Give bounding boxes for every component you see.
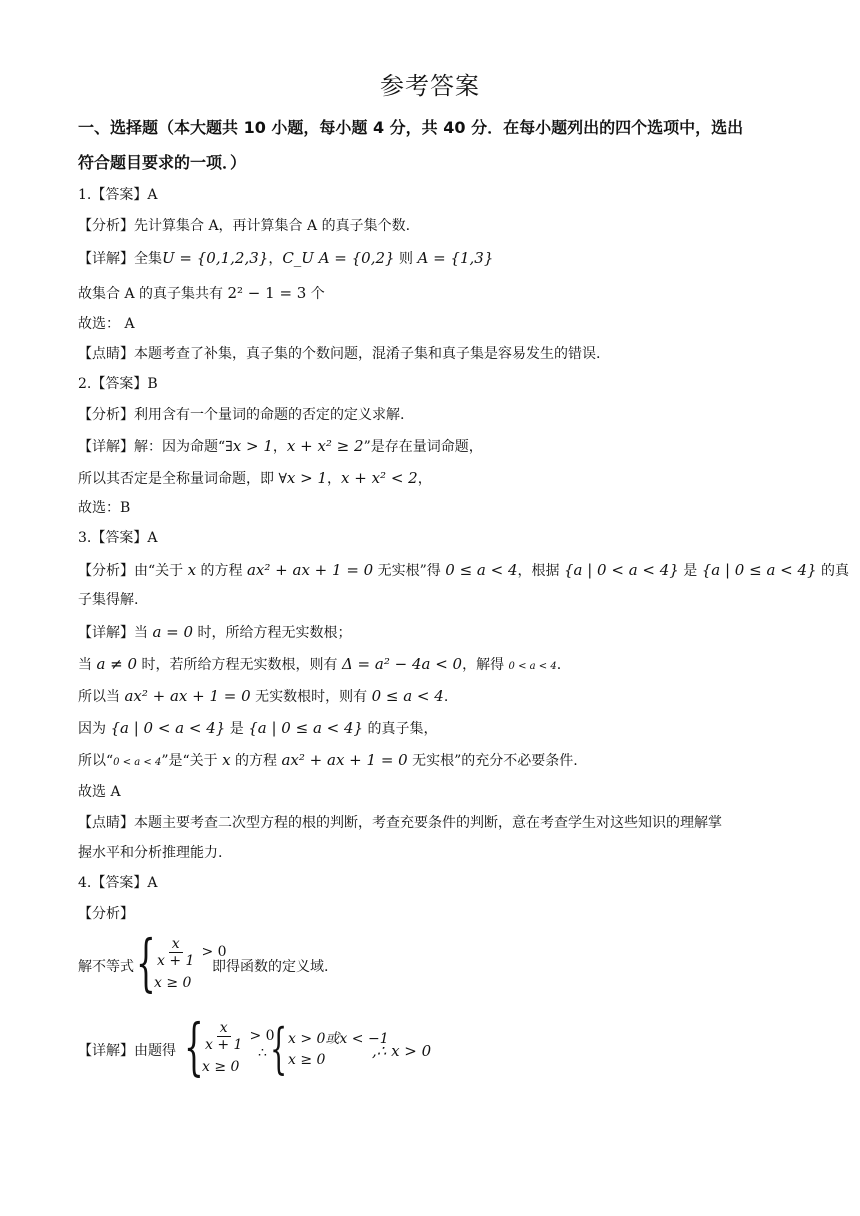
q3-d2-prefix: 当 xyxy=(78,657,97,673)
q1-choose: 故选： A xyxy=(78,316,135,332)
q2-detail-suffix: ”是存在量词命题， xyxy=(363,439,483,455)
q3-d5-mid2: 的方程 xyxy=(230,753,282,769)
q1-universal-set: U = {0,1,2,3} xyxy=(162,249,269,267)
q1-count-suffix: 个 xyxy=(306,286,325,302)
q1-comment: 【点睛】本题考查了补集，真子集的个数问题，混淆子集和真子集是容易发生的错误. xyxy=(78,346,601,362)
q3-analysis-line1 xyxy=(78,560,849,581)
q2-answer: 2.【答案】B xyxy=(78,376,158,392)
q4-frac-denominator: x + 1 xyxy=(157,952,195,969)
q2-detail xyxy=(78,436,483,457)
q4-answer: 4.【答案】A xyxy=(78,875,158,891)
q3-d1-suffix: 时，所给方程无实数根； xyxy=(193,625,352,641)
q1-set-a: A = {1,3} xyxy=(417,249,494,267)
q3-analysis-s1: {a | 0 < a < 4} xyxy=(563,561,679,579)
q3-detail-3 xyxy=(78,686,448,707)
q4-frac-numerator: x xyxy=(169,936,183,953)
q2-neg-sep: ， xyxy=(327,471,342,487)
page-title: 参考答案 xyxy=(380,72,480,100)
q3-d2-m: a ≠ 0 xyxy=(96,655,138,673)
q4-detail-denominator: x + 1 xyxy=(205,1036,243,1053)
q4-final: ,∴ x > 0 xyxy=(372,1042,432,1060)
q1-count-eq: 2² − 1 = 3 xyxy=(227,284,307,302)
q4-system-row-2: x ≥ 0 xyxy=(154,975,192,991)
q4-result-row-2: x ≥ 0 xyxy=(288,1052,326,1068)
q3-analysis-d: ，根据 xyxy=(517,563,564,579)
q4-detail-prefix: 【详解】由题得 xyxy=(78,1043,176,1059)
q1-sep: ， xyxy=(268,251,283,267)
q4-ineq-suffix: 即得函数的定义域. xyxy=(212,959,329,975)
q3-d2-end: . xyxy=(556,657,562,673)
q3-d5-prefix: 所以“ xyxy=(78,753,114,769)
q3-analysis-x: x xyxy=(187,561,197,579)
q2-neg-prefix: 所以其否定是全称量词命题，即 ∀ xyxy=(78,471,287,487)
q3-d5-mid: ”是“关于 xyxy=(161,753,223,769)
section-heading-line1: 一、选择题（本大题共 10 小题，每小题 4 分，共 40 分．在每小题列出的四个选项中，选出 xyxy=(78,118,744,137)
q1-analysis: 【分析】先计算集合 A，再计算集合 A 的真子集个数. xyxy=(78,218,411,234)
q3-d4-mid: 是 xyxy=(225,721,249,737)
q3-d4-s1: {a | 0 < a < 4} xyxy=(110,719,226,737)
left-brace: { xyxy=(184,1010,204,1083)
q3-d3-end: . xyxy=(443,689,449,705)
q4-detail-numerator: x xyxy=(217,1020,231,1037)
q4-therefore: ∴ xyxy=(258,1045,267,1061)
q3-comment-line2: 握水平和分析推理能力. xyxy=(78,845,223,861)
q3-d2-mid2: ，解得 xyxy=(462,657,509,673)
q4-detail-row-2: x ≥ 0 xyxy=(202,1059,240,1075)
q4-detail-fraction xyxy=(202,1020,245,1053)
left-brace: { xyxy=(136,926,156,999)
q3-detail-2 xyxy=(78,654,561,677)
q3-detail-4 xyxy=(78,718,438,739)
q3-d3-mid: 无实数根时，则有 xyxy=(250,689,372,705)
q1-then: 则 xyxy=(394,251,418,267)
q4-ineq-prefix: 解不等式 xyxy=(78,959,134,975)
q3-d4-s2: {a | 0 ≤ a < 4} xyxy=(248,719,364,737)
q3-d4-prefix: 因为 xyxy=(78,721,111,737)
q3-d3-r: 0 ≤ a < 4 xyxy=(371,687,444,705)
q1-count xyxy=(78,283,325,304)
q3-analysis-c: 无实根”得 xyxy=(373,563,446,579)
q3-d3-prefix: 所以当 xyxy=(78,689,125,705)
q4-fraction xyxy=(154,936,197,969)
q2-analysis: 【分析】利用含有一个量词的命题的否定的定义求解. xyxy=(78,407,405,423)
q4-gt-zero: > 0 xyxy=(201,944,227,960)
q3-d3-eq: ax² + ax + 1 = 0 xyxy=(124,687,251,705)
q3-analysis-line2: 子集得解. xyxy=(78,592,139,608)
q1-complement: C_U A = {0,2} xyxy=(282,249,395,267)
q3-analysis-r1: 0 ≤ a < 4 xyxy=(445,561,518,579)
q3-d5-x: x xyxy=(222,751,231,769)
q3-analysis-eq: ax² + ax + 1 = 0 xyxy=(246,561,374,579)
q4-result-system xyxy=(270,1017,389,1080)
q2-choose: 故选：B xyxy=(78,500,131,516)
q1-detail-prefix: 【详解】全集 xyxy=(78,251,162,267)
q3-detail-1 xyxy=(78,622,352,643)
q3-choose: 故选 A xyxy=(78,784,121,800)
q1-detail xyxy=(78,248,493,269)
q4-analysis: 【分析】 xyxy=(78,906,134,922)
q3-d2-delta: Δ = a² − 4a < 0 xyxy=(341,655,463,673)
q2-sep: ， xyxy=(272,439,287,455)
q3-d1-prefix: 【详解】当 xyxy=(78,625,153,641)
q2-negation xyxy=(78,468,432,489)
q2-neg-m1: x > 1 xyxy=(286,469,328,487)
q3-detail-5 xyxy=(78,750,578,773)
q1-answer: 1.【答案】A xyxy=(78,187,158,203)
left-brace: { xyxy=(270,1017,288,1080)
q3-d2-mid: 时，若所给方程无实数根，则有 xyxy=(137,657,342,673)
q3-d5-eq: ax² + ax + 1 = 0 xyxy=(281,751,408,769)
q4-result-row-1: x > 0或x < −1 xyxy=(288,1031,389,1047)
q3-analysis-b: 的方程 xyxy=(196,563,247,579)
q2-m2: x + x² ≥ 2 xyxy=(286,437,364,455)
q3-analysis-s2: {a | 0 ≤ a < 4} xyxy=(701,561,817,579)
q2-m1: x > 1 xyxy=(232,437,273,455)
q3-comment-line1: 【点睛】本题主要考查二次型方程的根的判断，考查充要条件的判断，意在考查学生对这些知识的理解掌 xyxy=(78,815,722,831)
q2-neg-suffix: ， xyxy=(417,471,432,487)
q3-analysis-f: 的真 xyxy=(816,563,850,579)
section-heading-line2: 符合题目要求的一项．） xyxy=(78,153,247,172)
q2-detail-prefix: 【详解】解：因为命题“∃ xyxy=(78,439,233,455)
q1-count-prefix: 故集合 A 的真子集共有 xyxy=(78,286,228,302)
q3-d1-m: a = 0 xyxy=(152,623,194,641)
q3-d5-small: 0 < a < 4 xyxy=(113,757,162,768)
q3-d2-small: 0 < a < 4 xyxy=(508,661,557,672)
q3-d5-suffix: 无实根”的充分不必要条件. xyxy=(407,753,578,769)
q4-detail-gt-zero: > 0 xyxy=(249,1028,275,1044)
q3-analysis-a: 【分析】由“关于 xyxy=(78,563,188,579)
q3-d4-suffix: 的真子集， xyxy=(363,721,438,737)
q3-analysis-e: 是 xyxy=(678,563,702,579)
q2-neg-m2: x + x² < 2 xyxy=(341,469,418,487)
q3-answer: 3.【答案】A xyxy=(78,530,158,546)
